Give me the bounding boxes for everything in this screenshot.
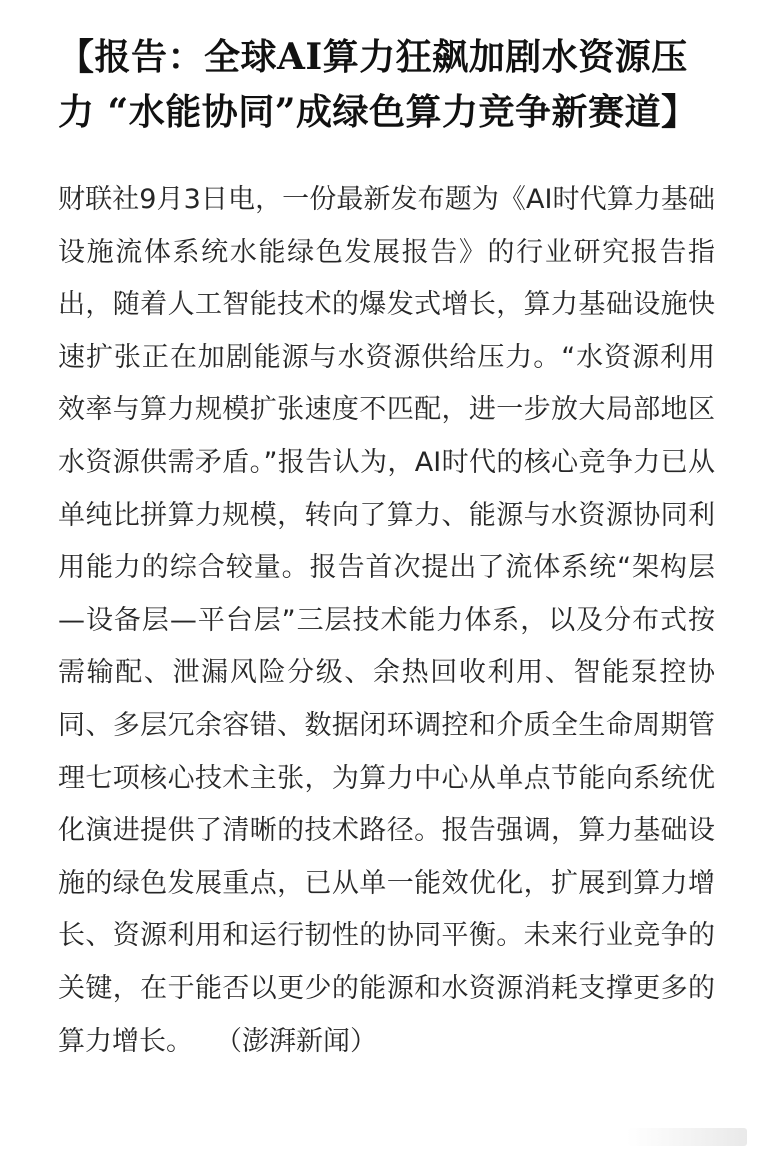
article-body-text: 财联社9月3日电，一份最新发布题为《AI时代算力基础设施流体系统水能绿色发展报告》的行业研究报告指出，随着人工智能技术的爆发式增长，算力基础设施快速扩张正在加剧能源与水资源供给压力。“水资源利用效率与算力规模扩张速度不匹配，进一步放大局部地区水资源供需矛盾。”报告认为，AI时代的核心竞争力已从单纯比拼算力规模，转向了算力、能源与水资源协同利用能力的综合较量。报告首次提出了流体系统“架构层—设备层—平台层”三层技术能力体系，以及分布式按需输配、泄漏风险分级、余热回收利用、智能泵控协同、多层冗余容错、数据闭环调控和介质全生命周期管理七项核心技术主张，为算力中心从单点节能向系统优化演进提供了清晰的技术路径。报告强调，算力基础设施的绿色发展重点，已从单一能效优化，扩展到算力增长、资源利用和运行韧性的协同平衡。未来行业竞争的关键，在于能否以更少的能源和水资源消耗支撑更多的算力增长。 (58, 184, 715, 1057)
article-source: （澎湃新闻） (215, 1025, 377, 1057)
article-body (58, 174, 715, 1068)
article-title: 【报告：全球AI算力狂飙加剧水资源压力 “水能协同”成绿色算力竞争新赛道】 (58, 36, 698, 133)
watermark (627, 1128, 747, 1146)
